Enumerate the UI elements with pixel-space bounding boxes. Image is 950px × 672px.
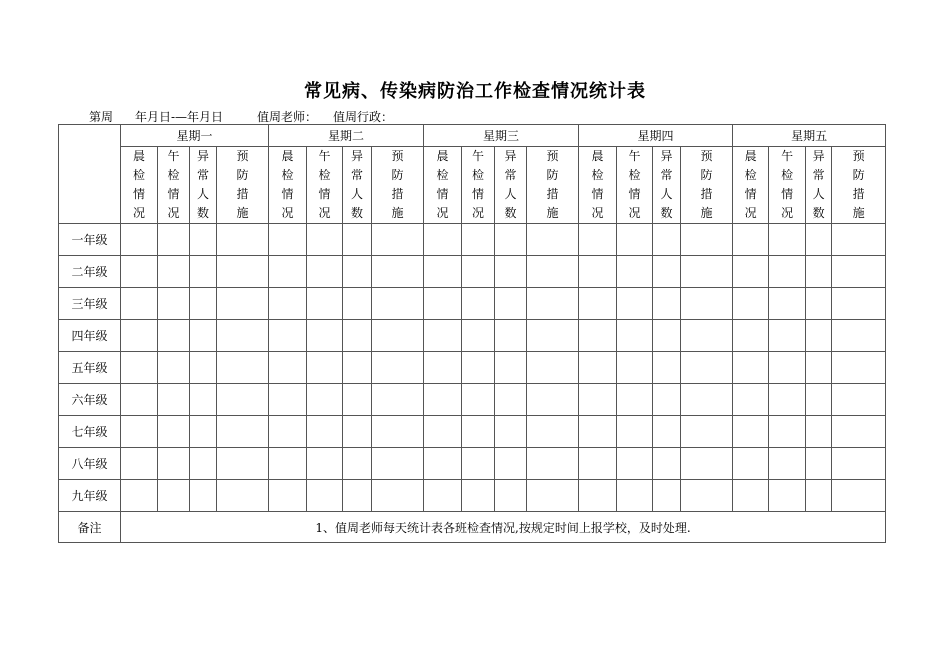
entry-cell: [343, 320, 372, 352]
entry-cell: [462, 352, 495, 384]
entry-cell: [579, 416, 617, 448]
entry-cell: [121, 352, 158, 384]
entry-cell: [832, 416, 886, 448]
entry-cell: [579, 288, 617, 320]
subcolumn-header: [681, 147, 733, 224]
subcolumn-header: [527, 147, 579, 224]
entry-cell: [158, 224, 190, 256]
grade-label: 一年级: [59, 224, 121, 256]
entry-cell: [681, 416, 733, 448]
entry-cell: [527, 448, 579, 480]
entry-cell: [527, 480, 579, 512]
entry-cell: [424, 352, 462, 384]
entry-cell: [806, 384, 832, 416]
entry-cell: [307, 256, 343, 288]
entry-cell: [733, 288, 769, 320]
entry-cell: [217, 288, 269, 320]
entry-cell: [527, 352, 579, 384]
subcolumn-label: 预防措施: [236, 149, 249, 220]
grade-row: [59, 480, 886, 512]
entry-cell: [681, 480, 733, 512]
entry-cell: [424, 480, 462, 512]
entry-cell: [372, 256, 424, 288]
entry-cell: [733, 320, 769, 352]
entry-cell: [832, 256, 886, 288]
grade-row: [59, 320, 886, 352]
grade-label: 五年级: [59, 352, 121, 384]
grade-row: [59, 384, 886, 416]
entry-cell: [769, 288, 806, 320]
entry-cell: [158, 416, 190, 448]
entry-cell: [769, 480, 806, 512]
entry-cell: [653, 224, 681, 256]
entry-cell: [653, 320, 681, 352]
weekday-header: 星期二: [269, 125, 424, 147]
entry-cell: [217, 256, 269, 288]
entry-cell: [424, 384, 462, 416]
entry-cell: [343, 352, 372, 384]
subcolumn-header: [769, 147, 806, 224]
entry-cell: [190, 480, 217, 512]
entry-cell: [653, 256, 681, 288]
entry-cell: [307, 320, 343, 352]
entry-cell: [269, 224, 307, 256]
entry-cell: [307, 224, 343, 256]
entry-cell: [769, 256, 806, 288]
entry-cell: [495, 352, 527, 384]
subcolumn-label: 午检情况: [318, 149, 331, 220]
entry-cell: [495, 224, 527, 256]
date-range-label: 年月日-—年月日: [135, 110, 224, 124]
subcolumn-label: 晨检情况: [591, 149, 604, 220]
subcolumn-header: [372, 147, 424, 224]
subcolumn-header: [653, 147, 681, 224]
entry-cell: [190, 320, 217, 352]
subcolumn-header: [424, 147, 462, 224]
entry-cell: [462, 480, 495, 512]
entry-cell: [343, 224, 372, 256]
week-label: 第周: [89, 110, 114, 124]
entry-cell: [527, 416, 579, 448]
entry-cell: [462, 288, 495, 320]
subcolumn-header: [579, 147, 617, 224]
entry-cell: [217, 384, 269, 416]
entry-cell: [733, 352, 769, 384]
entry-cell: [343, 384, 372, 416]
entry-cell: [527, 384, 579, 416]
entry-cell: [832, 480, 886, 512]
weekday-header: 星期四: [579, 125, 733, 147]
entry-cell: [462, 320, 495, 352]
entry-cell: [121, 448, 158, 480]
entry-cell: [733, 384, 769, 416]
entry-cell: [121, 288, 158, 320]
entry-cell: [681, 352, 733, 384]
entry-cell: [121, 384, 158, 416]
entry-cell: [372, 416, 424, 448]
subcolumn-label: 午检情况: [472, 149, 485, 220]
subcolumn-label: 午检情况: [781, 149, 794, 220]
entry-cell: [307, 448, 343, 480]
notes-row: [59, 512, 886, 543]
entry-cell: [617, 384, 653, 416]
entry-cell: [343, 416, 372, 448]
entry-cell: [190, 384, 217, 416]
entry-cell: [158, 448, 190, 480]
entry-cell: [462, 384, 495, 416]
entry-cell: [681, 448, 733, 480]
entry-cell: [681, 256, 733, 288]
entry-cell: [462, 224, 495, 256]
entry-cell: [733, 448, 769, 480]
entry-cell: [158, 352, 190, 384]
entry-cell: [217, 352, 269, 384]
subcolumn-header: [121, 147, 158, 224]
inspection-table: [58, 124, 886, 543]
entry-cell: [269, 256, 307, 288]
subcolumn-label: 异常人数: [197, 149, 210, 220]
grade-label: 七年级: [59, 416, 121, 448]
entry-cell: [579, 384, 617, 416]
entry-cell: [653, 352, 681, 384]
entry-cell: [372, 320, 424, 352]
entry-cell: [462, 416, 495, 448]
weekday-header: 星期一: [121, 125, 269, 147]
entry-cell: [527, 224, 579, 256]
entry-cell: [806, 480, 832, 512]
entry-cell: [190, 256, 217, 288]
entry-cell: [158, 320, 190, 352]
entry-cell: [806, 448, 832, 480]
entry-cell: [617, 224, 653, 256]
entry-cell: [617, 288, 653, 320]
entry-cell: [527, 256, 579, 288]
entry-cell: [217, 416, 269, 448]
entry-cell: [190, 416, 217, 448]
subcolumn-header-row: [59, 147, 886, 224]
entry-cell: [653, 288, 681, 320]
entry-cell: [121, 416, 158, 448]
entry-cell: [343, 480, 372, 512]
entry-cell: [832, 320, 886, 352]
subcolumn-header: [158, 147, 190, 224]
entry-cell: [733, 256, 769, 288]
entry-cell: [158, 384, 190, 416]
grade-row: [59, 416, 886, 448]
entry-cell: [769, 224, 806, 256]
entry-cell: [343, 448, 372, 480]
duty-teacher-label: 值周老师：: [257, 110, 318, 124]
subcolumn-header: [269, 147, 307, 224]
entry-cell: [372, 288, 424, 320]
subcolumn-header: [733, 147, 769, 224]
entry-cell: [832, 448, 886, 480]
entry-cell: [307, 384, 343, 416]
entry-cell: [269, 288, 307, 320]
subcolumn-header: [495, 147, 527, 224]
entry-cell: [769, 448, 806, 480]
subcolumn-label: 预防措施: [546, 149, 559, 220]
subcolumn-label: 异常人数: [660, 149, 673, 220]
entry-cell: [495, 256, 527, 288]
entry-cell: [217, 320, 269, 352]
entry-cell: [217, 480, 269, 512]
entry-cell: [495, 448, 527, 480]
entry-cell: [307, 352, 343, 384]
entry-cell: [343, 288, 372, 320]
entry-cell: [158, 256, 190, 288]
entry-cell: [806, 416, 832, 448]
subcolumn-label: 异常人数: [504, 149, 517, 220]
weekday-header: 星期五: [733, 125, 886, 147]
subcolumn-header: [832, 147, 886, 224]
subcolumn-header: [343, 147, 372, 224]
subcolumn-label: 预防措施: [852, 149, 865, 220]
entry-cell: [769, 416, 806, 448]
grade-label: 九年级: [59, 480, 121, 512]
entry-cell: [190, 288, 217, 320]
entry-cell: [424, 256, 462, 288]
entry-cell: [424, 320, 462, 352]
entry-cell: [806, 288, 832, 320]
entry-cell: [579, 256, 617, 288]
entry-cell: [462, 256, 495, 288]
weekday-header-row: [59, 125, 886, 147]
entry-cell: [372, 224, 424, 256]
entry-cell: [372, 384, 424, 416]
entry-cell: [769, 352, 806, 384]
entry-cell: [190, 352, 217, 384]
entry-cell: [653, 416, 681, 448]
entry-cell: [495, 320, 527, 352]
grade-label: 四年级: [59, 320, 121, 352]
entry-cell: [653, 384, 681, 416]
entry-cell: [617, 320, 653, 352]
entry-cell: [121, 480, 158, 512]
entry-cell: [617, 416, 653, 448]
entry-cell: [806, 224, 832, 256]
entry-cell: [832, 224, 886, 256]
notes-text: 1、值周老师每天统计表各班检查情况,按规定时间上报学校，及时处理.: [121, 512, 886, 543]
entry-cell: [269, 384, 307, 416]
entry-cell: [372, 448, 424, 480]
grade-row: [59, 288, 886, 320]
entry-cell: [372, 352, 424, 384]
entry-cell: [495, 480, 527, 512]
entry-cell: [269, 448, 307, 480]
entry-cell: [269, 352, 307, 384]
subcolumn-label: 晨检情况: [436, 149, 449, 220]
entry-cell: [307, 480, 343, 512]
entry-cell: [733, 224, 769, 256]
entry-cell: [495, 416, 527, 448]
entry-cell: [158, 480, 190, 512]
entry-cell: [617, 480, 653, 512]
entry-cell: [681, 384, 733, 416]
entry-cell: [424, 288, 462, 320]
entry-cell: [121, 256, 158, 288]
entry-cell: [158, 288, 190, 320]
grade-label: 三年级: [59, 288, 121, 320]
entry-cell: [424, 448, 462, 480]
entry-cell: [617, 256, 653, 288]
entry-cell: [527, 288, 579, 320]
entry-cell: [343, 256, 372, 288]
entry-cell: [269, 480, 307, 512]
entry-cell: [681, 224, 733, 256]
grade-row: [59, 256, 886, 288]
entry-cell: [832, 384, 886, 416]
entry-cell: [806, 352, 832, 384]
entry-cell: [579, 480, 617, 512]
subcolumn-label: 异常人数: [351, 149, 364, 220]
entry-cell: [579, 320, 617, 352]
weekday-header: 星期三: [424, 125, 579, 147]
subcolumn-label: 午检情况: [628, 149, 641, 220]
entry-cell: [121, 224, 158, 256]
entry-cell: [495, 384, 527, 416]
entry-cell: [424, 416, 462, 448]
entry-cell: [190, 448, 217, 480]
entry-cell: [527, 320, 579, 352]
grade-label: 二年级: [59, 256, 121, 288]
entry-cell: [579, 224, 617, 256]
entry-cell: [269, 416, 307, 448]
page-title: 常见病、传染病防治工作检查情况统计表: [304, 81, 646, 102]
entry-cell: [653, 480, 681, 512]
subcolumn-header: [806, 147, 832, 224]
entry-cell: [121, 320, 158, 352]
entry-cell: [806, 320, 832, 352]
entry-cell: [495, 288, 527, 320]
entry-cell: [372, 480, 424, 512]
subcolumn-header: [307, 147, 343, 224]
entry-cell: [190, 224, 217, 256]
entry-cell: [217, 448, 269, 480]
grade-row: [59, 448, 886, 480]
entry-cell: [462, 448, 495, 480]
grade-label: 六年级: [59, 384, 121, 416]
entry-cell: [832, 288, 886, 320]
subcolumn-label: 预防措施: [700, 149, 713, 220]
entry-cell: [617, 448, 653, 480]
entry-cell: [269, 320, 307, 352]
entry-cell: [832, 352, 886, 384]
duty-admin-label: 值周行政：: [333, 110, 394, 124]
entry-cell: [769, 384, 806, 416]
subcolumn-header: [190, 147, 217, 224]
grade-label: 八年级: [59, 448, 121, 480]
subcolumn-label: 预防措施: [391, 149, 404, 220]
entry-cell: [307, 416, 343, 448]
entry-cell: [307, 288, 343, 320]
entry-cell: [733, 480, 769, 512]
entry-cell: [681, 320, 733, 352]
entry-cell: [769, 320, 806, 352]
entry-cell: [733, 416, 769, 448]
entry-cell: [617, 352, 653, 384]
grade-row: [59, 224, 886, 256]
subcolumn-label: 异常人数: [812, 149, 825, 220]
subcolumn-header: [617, 147, 653, 224]
entry-cell: [681, 288, 733, 320]
entry-cell: [579, 448, 617, 480]
subcolumn-header: [217, 147, 269, 224]
grade-row: [59, 352, 886, 384]
subcolumn-header: [462, 147, 495, 224]
entry-cell: [579, 352, 617, 384]
subcolumn-label: 晨检情况: [281, 149, 294, 220]
subcolumn-label: 晨检情况: [133, 149, 146, 220]
corner-cell: [59, 125, 121, 224]
entry-cell: [217, 224, 269, 256]
entry-cell: [653, 448, 681, 480]
notes-label: 备注: [59, 512, 121, 543]
entry-cell: [424, 224, 462, 256]
entry-cell: [806, 256, 832, 288]
subcolumn-label: 晨检情况: [744, 149, 757, 220]
subcolumn-label: 午检情况: [167, 149, 180, 220]
